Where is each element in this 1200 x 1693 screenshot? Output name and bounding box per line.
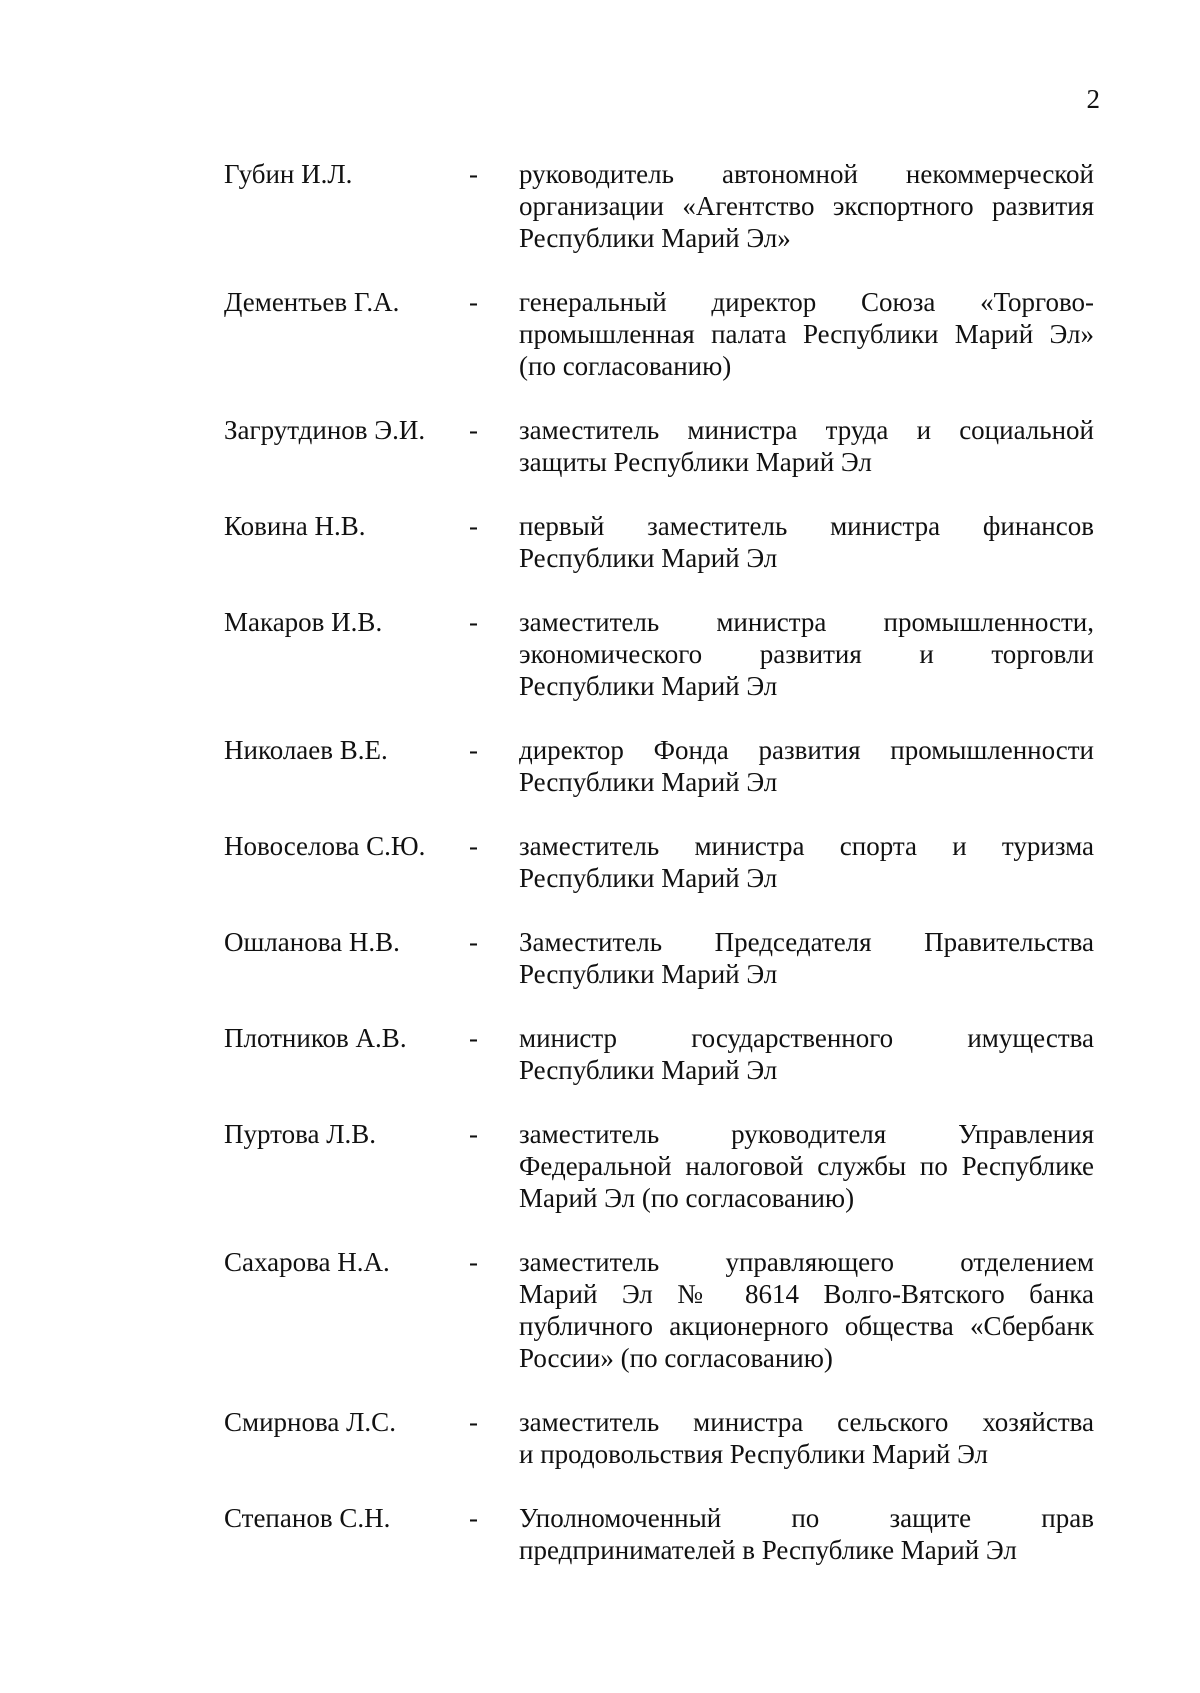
- member-position: [519, 830, 1094, 894]
- separator-dash: -: [469, 159, 478, 189]
- position-line: Республики Марий Эл: [519, 543, 778, 573]
- position-line: первый заместитель министра финансов: [519, 511, 1094, 541]
- position-line: Заместитель Председателя Правительства: [519, 927, 1094, 957]
- position-line: Республики Марий Эл: [519, 671, 778, 701]
- member-position: [519, 414, 1094, 478]
- list-item: [224, 158, 1094, 254]
- member-name: Дементьев Г.А.: [224, 287, 400, 317]
- list-item: [224, 1246, 1094, 1374]
- list-item: [224, 414, 1094, 478]
- page-number: 2: [1086, 84, 1100, 114]
- separator-dash: -: [469, 415, 478, 445]
- position-line: публичного акционерного общества «Сбербанк: [519, 1311, 1094, 1341]
- member-position: [519, 1118, 1094, 1214]
- position-line: Уполномоченный по защите прав: [519, 1503, 1094, 1533]
- position-line: заместитель руководителя Управления: [519, 1119, 1094, 1149]
- separator-dash: -: [469, 287, 478, 317]
- position-line: предпринимателей в Республике Марий Эл: [519, 1535, 1017, 1565]
- list-item: [224, 734, 1094, 798]
- list-item: [224, 606, 1094, 702]
- member-name: Смирнова Л.С.: [224, 1407, 396, 1437]
- member-position: [519, 1502, 1094, 1566]
- list-item: [224, 926, 1094, 990]
- position-line: Федеральной налоговой службы по Республике: [519, 1151, 1094, 1181]
- position-line: (по согласованию): [519, 351, 732, 381]
- member-name: Губин И.Л.: [224, 159, 353, 189]
- member-name: Загрутдинов Э.И.: [224, 415, 426, 445]
- member-position: [519, 606, 1094, 702]
- separator-dash: -: [469, 607, 478, 637]
- member-name: Сахарова Н.А.: [224, 1247, 390, 1277]
- separator-dash: -: [469, 1119, 478, 1149]
- position-line: руководитель автономной некоммерческой: [519, 159, 1094, 189]
- separator-dash: -: [469, 831, 478, 861]
- member-name: Ошланова Н.В.: [224, 927, 400, 957]
- member-position: [519, 1022, 1094, 1086]
- member-position: [519, 158, 1094, 254]
- position-line: заместитель министра труда и социальной: [519, 415, 1094, 445]
- position-line: Республики Марий Эл»: [519, 223, 791, 253]
- list-item: [224, 510, 1094, 574]
- member-position: [519, 1406, 1094, 1470]
- member-name: Новоселова С.Ю.: [224, 831, 426, 861]
- separator-dash: -: [469, 1503, 478, 1533]
- member-name: Макаров И.В.: [224, 607, 383, 637]
- member-name: Пуртова Л.В.: [224, 1119, 377, 1149]
- separator-dash: -: [469, 927, 478, 957]
- position-line: защиты Республики Марий Эл: [519, 447, 872, 477]
- position-line: заместитель министра сельского хозяйства: [519, 1407, 1094, 1437]
- member-position: [519, 1246, 1094, 1374]
- list-item: [224, 1118, 1094, 1214]
- separator-dash: -: [469, 1247, 478, 1277]
- separator-dash: -: [469, 735, 478, 765]
- member-position: [519, 510, 1094, 574]
- position-line: заместитель министра спорта и туризма: [519, 831, 1094, 861]
- position-line: заместитель управляющего отделением: [519, 1247, 1094, 1277]
- member-name: Степанов С.Н.: [224, 1503, 391, 1533]
- member-position: [519, 926, 1094, 990]
- list-item: [224, 1502, 1094, 1566]
- member-position: [519, 734, 1094, 798]
- position-line: генеральный директор Союза «Торгово-: [519, 287, 1094, 317]
- member-position: [519, 286, 1094, 382]
- position-line: Марий Эл (по согласованию): [519, 1183, 855, 1213]
- member-name: Николаев В.Е.: [224, 735, 388, 765]
- position-line: Республики Марий Эл: [519, 1055, 778, 1085]
- separator-dash: -: [469, 1023, 478, 1053]
- position-line: заместитель министра промышленности,: [519, 607, 1094, 637]
- position-line: промышленная палата Республики Марий Эл»: [519, 319, 1094, 349]
- position-line: директор Фонда развития промышленности: [519, 735, 1094, 765]
- separator-dash: -: [469, 1407, 478, 1437]
- position-line: Республики Марий Эл: [519, 959, 778, 989]
- position-line: Марий Эл № 8614 Волго-Вятского банка: [519, 1279, 1094, 1309]
- position-line: Республики Марий Эл: [519, 863, 778, 893]
- list-item: [224, 1406, 1094, 1470]
- member-name: Ковина Н.В.: [224, 511, 366, 541]
- position-line: организации «Агентство экспортного развития: [519, 191, 1094, 221]
- member-name: Плотников А.В.: [224, 1023, 407, 1053]
- position-line: Республики Марий Эл: [519, 767, 778, 797]
- position-line: и продовольствия Республики Марий Эл: [519, 1439, 989, 1469]
- position-line: России» (по согласованию): [519, 1343, 833, 1373]
- list-item: [224, 286, 1094, 382]
- member-list: [224, 158, 1094, 1598]
- position-line: экономического развития и торговли: [519, 639, 1094, 669]
- list-item: [224, 830, 1094, 894]
- list-item: [224, 1022, 1094, 1086]
- separator-dash: -: [469, 511, 478, 541]
- position-line: министр государственного имущества: [519, 1023, 1094, 1053]
